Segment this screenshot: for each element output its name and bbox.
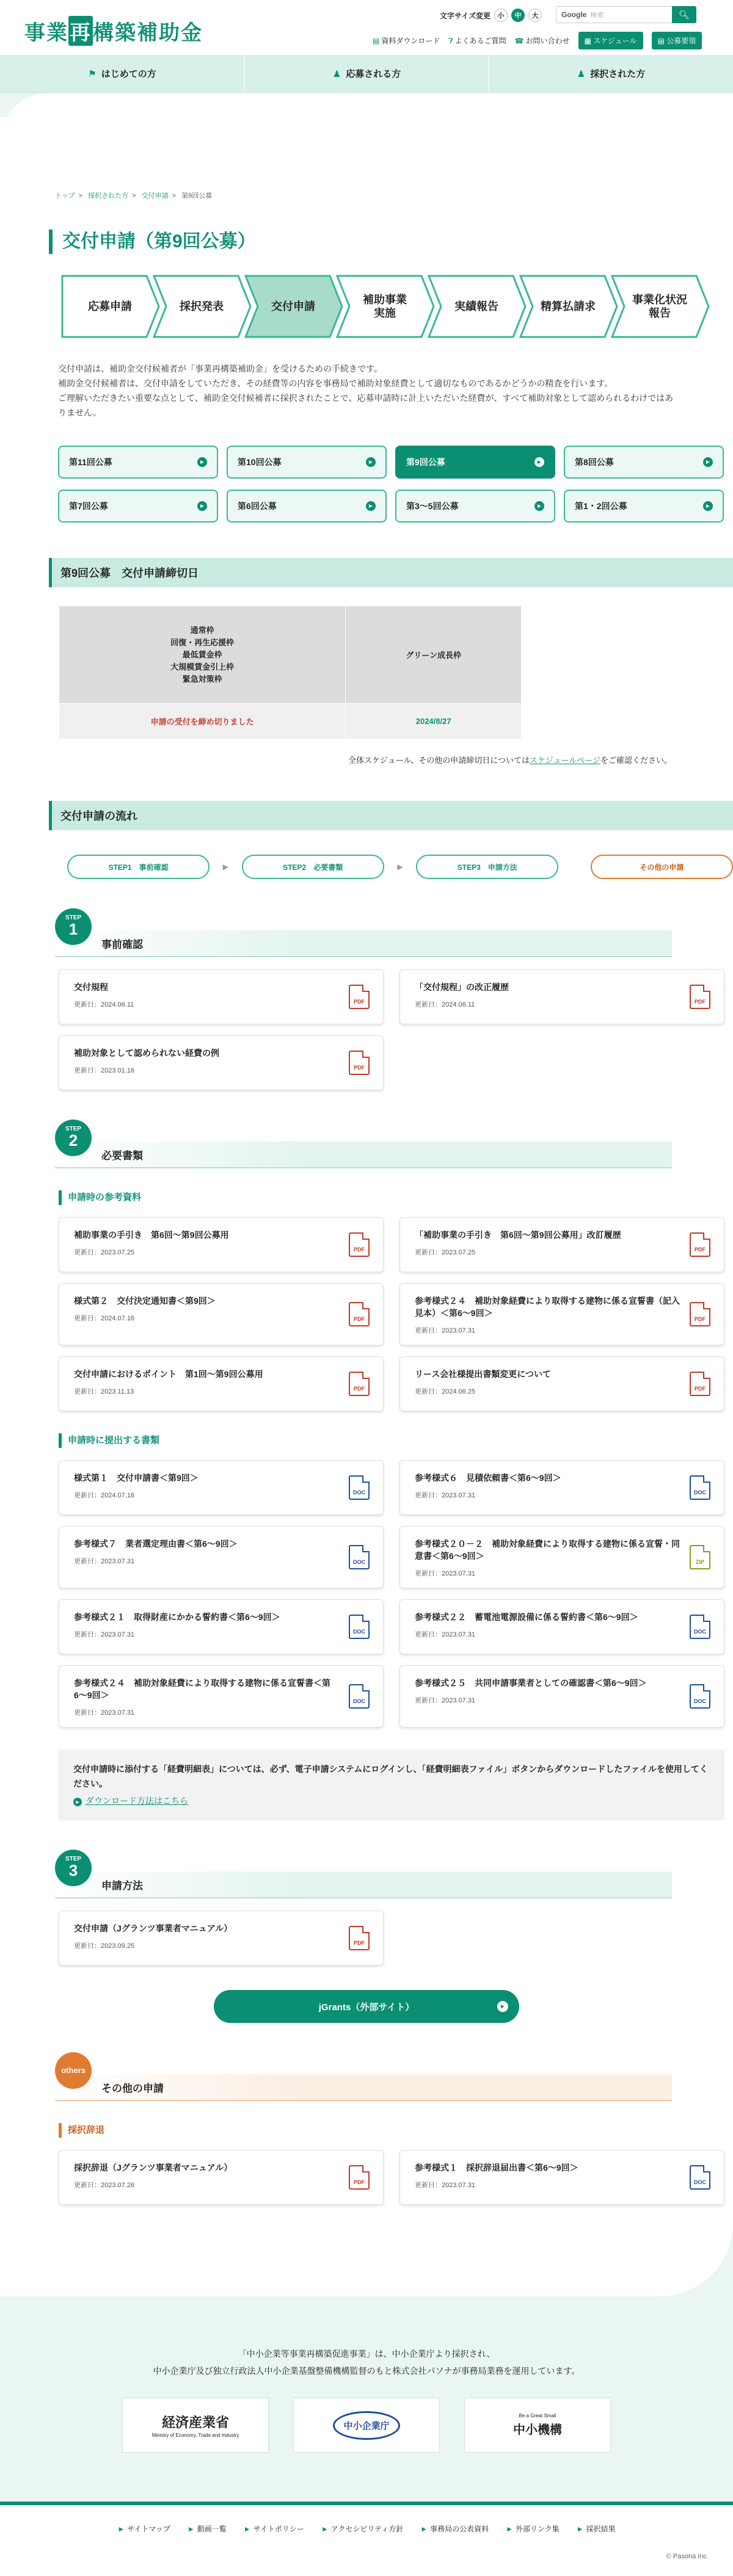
document-title: 参考様式２４ 補助対象経費により取得する建物に係る宣誓書（記入見本）＜第6〜9回＞	[415, 1296, 680, 1318]
doc-list	[59, 2150, 724, 2205]
document-date: 更新日：2023.07.31	[415, 1570, 476, 1577]
document-title: 参考様式２２ 蓄電池電源設備に係る誓約書＜第6〜9回＞	[415, 1612, 638, 1622]
doc-list	[59, 969, 724, 1090]
page-title: 交付申請（第9回公募）	[49, 230, 733, 254]
font-size-switcher	[440, 9, 542, 22]
step2-header	[55, 1120, 733, 1168]
round-button-8[interactable]: 第8回公募 ►	[564, 446, 724, 479]
flow-step	[244, 275, 343, 338]
document-card[interactable]	[399, 1526, 724, 1588]
doc-list	[59, 1460, 724, 1728]
step-badge: STEP 3	[55, 1850, 92, 1886]
round-button-9[interactable]: 第9回公募 ►	[395, 446, 555, 479]
document-date: 更新日：2024.06.25	[415, 1388, 476, 1395]
pdf-file-icon: PDF	[349, 1051, 370, 1075]
intro-text	[58, 361, 681, 420]
others-badge: others	[55, 2052, 92, 2089]
flow-steps	[61, 275, 733, 338]
faq-link[interactable]: ❓︎ よくあるご質問	[448, 37, 506, 45]
search-placeholder: 検索	[590, 12, 604, 19]
footer-link-external[interactable]: ► 外部リンク集	[506, 2525, 560, 2533]
subheading-reference: 申請時の参考資料	[59, 1190, 724, 1205]
others-title: その他の申請	[55, 2074, 672, 2101]
step3-header	[55, 1850, 733, 1898]
triangle-icon: ▶	[222, 863, 228, 871]
document-card[interactable]	[59, 1217, 384, 1272]
document-date: 更新日：2024.07.16	[74, 1315, 135, 1322]
document-date: 更新日：2023.07.31	[74, 1631, 135, 1638]
document-title: 交付申請（Jグランツ事業者マニュアル）	[74, 1923, 233, 1933]
google-brand: Google	[561, 10, 587, 19]
jump-step3[interactable]: STEP3 申請方法	[416, 855, 558, 879]
document-date: 更新日：2023.07.31	[415, 2182, 476, 2189]
font-size-small-button[interactable]: 小	[494, 9, 508, 22]
document-title: 参考様式２４ 補助対象経費により取得する建物に係る宣誓書＜第6〜9回＞	[74, 1678, 330, 1700]
deadline-heading: 第9回公募 交付申請締切日	[49, 558, 733, 587]
pdf-file-icon: PDF	[349, 2165, 370, 2190]
arrow-icon: ►	[73, 1798, 82, 1806]
copyright: © Pasona Inc.	[666, 2553, 709, 2560]
doc-list	[59, 1911, 724, 1966]
document-icon: ▤	[373, 37, 380, 45]
footer-link-videos[interactable]: ► 動画一覧	[187, 2525, 227, 2533]
document-card[interactable]	[399, 1460, 724, 1515]
breadcrumb-selected[interactable]: 採択された方	[88, 192, 129, 200]
contact-link[interactable]: ☎ お問い合わせ	[514, 37, 570, 45]
pdf-file-icon: PDF	[690, 1232, 710, 1257]
step-badge: STEP 2	[55, 1120, 92, 1156]
flow-step-label: 事業化状況 報告	[632, 294, 687, 319]
document-date: 更新日：2023.07.31	[415, 1492, 476, 1499]
document-card[interactable]	[59, 1526, 384, 1588]
document-title: 参考様式６ 見積依頼書＜第6〜9回＞	[415, 1473, 561, 1483]
triangle-icon: ▶	[397, 863, 403, 871]
doc-file-icon: DOC	[690, 1475, 710, 1500]
search-icon: 🔍︎	[679, 9, 690, 20]
document-card[interactable]	[59, 1460, 384, 1515]
document-card[interactable]	[399, 1356, 724, 1411]
arrow-icon: ►	[534, 501, 544, 511]
zip-file-icon: ZIP	[690, 1545, 710, 1569]
flow-heading: 交付申請の流れ	[49, 801, 733, 830]
flow-step-label: 交付申請	[271, 300, 315, 313]
step1-title: 事前確認	[55, 930, 672, 957]
main-content	[0, 93, 733, 2296]
document-card[interactable]	[399, 1599, 724, 1654]
document-title: 採択辞退（Jグランツ事業者マニュアル）	[74, 2163, 233, 2173]
document-card[interactable]	[399, 1217, 724, 1272]
flow-step	[519, 275, 618, 338]
footer-logos	[0, 2398, 733, 2453]
round-selector	[58, 446, 724, 523]
nav-first-time[interactable]: ⚑ はじめての方	[88, 68, 156, 79]
document-title: 参考様式７ 業者選定理由書＜第6〜9回＞	[74, 1539, 238, 1549]
round-button-7[interactable]: 第7回公募 ►	[58, 490, 218, 523]
arrow-icon: ►	[703, 457, 713, 467]
nav-applicants[interactable]: ♟ 応募される方	[244, 55, 489, 92]
flow-step-label: 応募申請	[88, 300, 132, 313]
info-text: 交付申請時に添付する「経費明細表」については、必ず、電子申請システムにログインし、「経費明細表ファイル」ボタンからダウンロードしたファイルを使用してください。	[73, 1764, 708, 1789]
site-header	[0, 0, 733, 55]
deadline-value: 申請の受付を締め切りました	[59, 704, 346, 739]
doc-file-icon: DOC	[690, 2165, 710, 2190]
flow-step-label: 採択発表	[180, 300, 224, 313]
step-badge: STEP 1	[55, 908, 92, 945]
pdf-file-icon: PDF	[690, 985, 710, 1009]
arrow-icon: ►	[703, 501, 713, 511]
download-link[interactable]: ▤ 資料ダウンロード	[373, 37, 440, 45]
deadline-col-header: 通常枠 回復・再生応援枠 最低賃金枠 大規模賃金引上枠 緊急対策枠	[59, 606, 346, 704]
chusho-logo[interactable]: 中小企業庁	[293, 2398, 440, 2453]
koubo-button[interactable]: ▤ 公募要領	[652, 32, 702, 49]
round-button-1-2[interactable]: 第1・2回公募 ►	[564, 490, 724, 523]
site-footer	[0, 2296, 733, 2576]
pdf-file-icon: PDF	[690, 1372, 710, 1396]
document-title: 参考様式２１ 取得財産にかかる誓約書＜第6〜9回＞	[74, 1612, 280, 1622]
info-box	[59, 1749, 724, 1820]
document-date: 更新日：2023.07.31	[415, 1697, 476, 1704]
intro-line: 交付申請は、補助金交付候補者が「事業再構築補助金」を受けるための手続きです。	[58, 364, 382, 374]
footer-link-accessibility[interactable]: ► アクセシビリティ方針	[321, 2525, 404, 2533]
document-date: 更新日：2024.06.11	[415, 1001, 475, 1008]
document-card[interactable]	[59, 1356, 384, 1411]
step3-title: 申請方法	[55, 1872, 672, 1898]
arrow-icon: ►	[534, 457, 544, 467]
document-date: 更新日：2024.07.16	[74, 1492, 135, 1499]
round-button-10[interactable]: 第10回公募 ►	[227, 446, 387, 479]
arrow-icon: ►	[197, 501, 207, 511]
breadcrumb-top[interactable]: トップ	[55, 192, 75, 200]
jump-step2[interactable]: STEP2 必要書類	[242, 855, 384, 879]
flow-step	[153, 275, 252, 338]
document-title: 交付規程	[74, 982, 108, 992]
document-card[interactable]	[59, 1911, 384, 1966]
footer-link-public-docs[interactable]: ► 事務局の公表資料	[420, 2525, 489, 2533]
arrow-icon: ►	[366, 457, 376, 467]
footer-text: 「中小企業等事業再構築促進事業」は、中小企業庁より採択され、	[238, 2349, 495, 2359]
font-size-large-button[interactable]: 大	[528, 9, 542, 22]
doc-list	[59, 1217, 724, 1411]
pdf-file-icon: PDF	[690, 1302, 710, 1326]
download-howto-link[interactable]: ► ダウンロード方法はこちら	[73, 1793, 710, 1808]
breadcrumb-current: 第9回公募	[181, 192, 213, 200]
flow-step	[611, 275, 710, 338]
document-card[interactable]	[59, 1283, 384, 1345]
document-title: 補助対象として認められない経費の例	[74, 1048, 219, 1058]
search-input[interactable]	[556, 6, 696, 23]
document-card[interactable]	[59, 2150, 384, 2205]
step-jump-links	[67, 855, 733, 879]
intro-line: ご理解いただきたい重要な点として、補助金交付候補者に採択されたことで、応募申請時に計上いただいた経費が、すべて補助対象として認められるわけではありません。	[58, 393, 674, 418]
step2-title: 必要書類	[55, 1141, 672, 1168]
calendar-icon: ▦	[584, 37, 594, 45]
flow-step	[428, 275, 527, 338]
document-title: 参考様式１ 採択辞退届出書＜第6〜9回＞	[415, 2163, 578, 2173]
pdf-file-icon: PDF	[349, 1302, 370, 1326]
flow-step	[336, 275, 435, 338]
doc-file-icon: DOC	[349, 1615, 370, 1639]
flow-step-label: 補助事業 実施	[363, 294, 407, 319]
document-card[interactable]	[59, 1665, 384, 1728]
person-icon: ♟	[577, 68, 586, 79]
breadcrumb-koufu[interactable]: 交付申請	[141, 192, 169, 200]
utility-links	[373, 32, 702, 49]
document-card[interactable]	[399, 2150, 724, 2205]
document-card[interactable]	[59, 1035, 384, 1090]
person-icon: ♟	[332, 68, 341, 79]
document-card[interactable]	[399, 969, 724, 1024]
footer-text: 中小企業庁及び独立行政法人中小企業基盤整備機構監督のもと株式会社パソナが事務局業務を運用しています。	[153, 2366, 580, 2376]
smrj-logo[interactable]: Be a Great Small 中小機構	[464, 2398, 611, 2453]
document-date: 更新日：2023.01.16	[74, 1067, 135, 1074]
jump-others[interactable]: その他の申請	[591, 855, 733, 879]
schedule-button[interactable]: ▦ スケジュール	[578, 32, 643, 49]
document-date: 更新日：2023.11.13	[74, 1388, 134, 1395]
footer-nav	[0, 2502, 733, 2576]
pdf-file-icon: PDF	[349, 985, 370, 1009]
pdf-file-icon: PDF	[349, 1232, 370, 1257]
document-title: 様式第２ 交付決定通知書＜第9回＞	[74, 1296, 216, 1306]
document-card[interactable]	[399, 1665, 724, 1728]
subheading-withdraw: 採択辞退	[59, 2123, 724, 2138]
arrow-icon: ►	[366, 501, 376, 511]
document-card[interactable]	[59, 969, 384, 1024]
document-date: 更新日：2023.07.25	[415, 1249, 476, 1256]
nav-selected[interactable]: ♟ 採択された方	[489, 55, 733, 92]
document-date: 更新日：2024.06.11	[74, 1001, 134, 1008]
flow-step-label: 精算払請求	[541, 300, 596, 313]
doc-file-icon: DOC	[690, 1684, 710, 1709]
document-card[interactable]	[399, 1283, 724, 1345]
round-button-6[interactable]: 第6回公募 ►	[227, 490, 387, 523]
document-date: 更新日：2023.07.31	[74, 1558, 135, 1565]
flow-step-label: 実績報告	[454, 300, 498, 313]
doc-file-icon: DOC	[349, 1684, 370, 1709]
bookmark-icon: ⚑	[88, 68, 97, 79]
pdf-file-icon: PDF	[349, 1926, 370, 1950]
font-size-medium-button[interactable]: 中	[511, 9, 525, 22]
global-nav	[0, 55, 733, 93]
document-date: 更新日：2023.07.26	[74, 2182, 135, 2189]
arrow-icon: ►	[497, 2001, 508, 2012]
doc-file-icon: DOC	[349, 1475, 370, 1500]
subheading-submit: 申請時に提出する書類	[59, 1433, 724, 1448]
document-date: 更新日：2023.07.31	[415, 1631, 476, 1638]
deadline-value: 2024/8/27	[346, 704, 522, 739]
document-date: 更新日：2023.07.31	[74, 1709, 135, 1717]
document-title: 参考様式２５ 共同申請事業者としての確認書＜第6〜9回＞	[415, 1678, 647, 1688]
document-title: 「補助事業の手引き 第6回〜第9回公募用」改訂履歴	[415, 1230, 621, 1240]
meti-logo[interactable]: 経済産業省 Ministry of Economy, Trade and Industry	[122, 2398, 269, 2453]
doc-file-icon: DOC	[349, 1545, 370, 1569]
book-icon: ▤	[657, 37, 667, 45]
arrow-icon: ►	[197, 457, 207, 467]
step1-header	[55, 908, 733, 957]
document-title: リース会社様提出書類変更について	[415, 1369, 552, 1379]
document-date: 更新日：2023.07.25	[74, 1249, 135, 1256]
document-title: 参考様式２０－２ 補助対象経費により取得する建物に係る宣誓・同意書＜第6〜9回＞	[415, 1539, 680, 1561]
question-icon: ❓︎	[448, 37, 453, 45]
jgrants-button[interactable]: jGrants（外部サイト） ►	[214, 1990, 519, 2023]
deadline-table	[59, 606, 522, 739]
footer-link-sitemap[interactable]: ► サイトマップ	[117, 2525, 170, 2533]
font-size-label: 文字サイズ変更	[440, 11, 491, 20]
doc-file-icon: DOC	[690, 1615, 710, 1639]
phone-icon: ☎	[514, 37, 524, 45]
footer-link-results[interactable]: ► 採択結果	[576, 2525, 616, 2533]
pdf-file-icon: PDF	[349, 1372, 370, 1396]
round-button-3-5[interactable]: 第3〜5回公募 ►	[395, 490, 555, 523]
schedule-note: 全体スケジュール、その他の申請締切日についてはスケジュールページをご確認ください。	[348, 756, 672, 765]
round-button-11[interactable]: 第11回公募 ►	[58, 446, 218, 479]
breadcrumb: トップ > 採択された方 > 交付申請 > 第9回公募	[55, 192, 213, 200]
document-card[interactable]	[59, 1599, 384, 1654]
search-button[interactable]	[672, 6, 696, 23]
document-title: 補助事業の手引き 第6回〜第9回公募用	[74, 1230, 229, 1240]
document-date: 更新日：2023.09.25	[74, 1942, 135, 1950]
others-header	[55, 2052, 733, 2101]
content-wrapper	[0, 93, 733, 2296]
footer-link-policy[interactable]: ► サイトポリシー	[243, 2525, 304, 2533]
intro-line: 補助金交付候補者は、交付申請をしていただき、その経費等の内容を事務局で補助対象経費として適切なものであるかどうかの精査を行います。	[58, 378, 613, 388]
document-title: 「交付規程」の改正履歴	[415, 982, 509, 992]
schedule-page-link[interactable]: スケジュールページ	[530, 756, 600, 765]
site-logo[interactable]: 事業再構築補助金	[24, 16, 203, 46]
deadline-col-header: グリーン成長枠	[346, 606, 522, 704]
jump-step1[interactable]: STEP1 事前確認	[67, 855, 210, 879]
document-title: 交付申請におけるポイント 第1回〜第9回公募用	[74, 1369, 263, 1379]
document-date: 更新日：2023.07.31	[415, 1327, 476, 1334]
flow-step	[61, 275, 160, 338]
document-title: 様式第１ 交付申請書＜第9回＞	[74, 1473, 199, 1483]
